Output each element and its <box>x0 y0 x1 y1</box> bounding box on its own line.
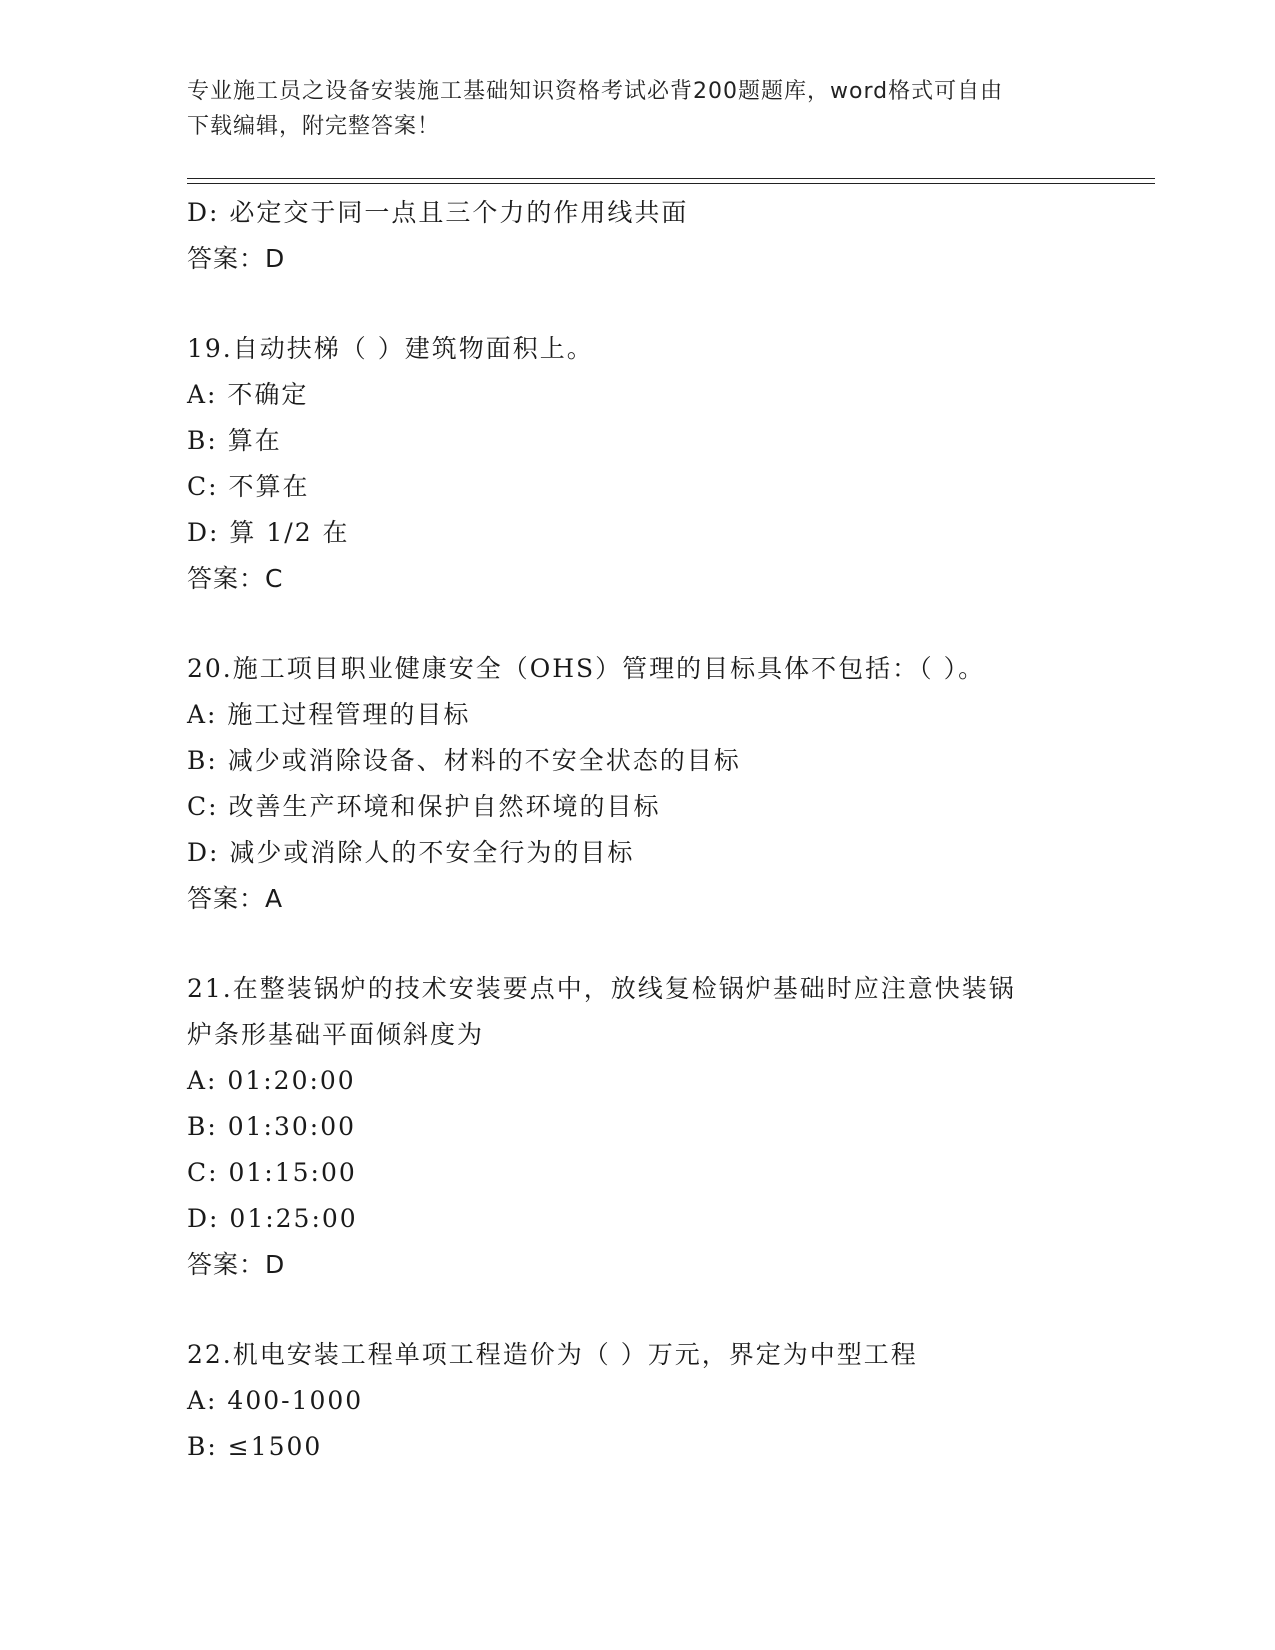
spacer <box>187 922 1087 966</box>
option-a: A: 400-1000 <box>187 1386 364 1415</box>
option-d: D: 减少或消除人的不安全行为的目标 <box>187 838 635 867</box>
question-22 <box>187 1332 1087 1470</box>
option-a: A: 施工过程管理的目标 <box>187 700 471 729</box>
question-stem-line-1: 21.在整装锅炉的技术安装要点中，放线复检锅炉基础时应注意快装锅 <box>187 974 1016 1003</box>
header-title-line-2: 下载编辑，附完整答案！ <box>187 114 441 139</box>
option-d: D: 必定交于同一点且三个力的作用线共面 <box>187 198 689 227</box>
question-stem-line-2: 炉条形基础平面倾斜度为 <box>187 1020 485 1049</box>
answer-line: 答案：D <box>187 1250 286 1279</box>
option-c: C: 不算在 <box>187 472 310 501</box>
document-header <box>187 74 1087 144</box>
answer-line: 答案：D <box>187 244 286 273</box>
option-a: A: 01:20:00 <box>187 1066 356 1095</box>
header-title-line-1: 专业施工员之设备安装施工基础知识资格考试必背200题题库，word格式可自由 <box>187 79 1004 104</box>
option-b: B: 减少或消除设备、材料的不安全状态的目标 <box>187 746 741 775</box>
option-d: D: 算 1/2 在 <box>187 518 350 547</box>
spacer <box>187 602 1087 646</box>
option-b: B: 算在 <box>187 426 282 455</box>
header-divider-top <box>187 178 1155 179</box>
header-divider-bottom <box>187 183 1155 184</box>
option-b: B: 01:30:00 <box>187 1112 357 1141</box>
question-stem: 22.机电安装工程单项工程造价为（ ）万元，界定为中型工程 <box>187 1340 918 1369</box>
question-19 <box>187 326 1087 602</box>
question-20 <box>187 646 1087 922</box>
question-18-tail <box>187 190 1087 282</box>
option-c: C: 改善生产环境和保护自然环境的目标 <box>187 792 661 821</box>
question-stem: 19.自动扶梯（ ）建筑物面积上。 <box>187 334 594 363</box>
question-list <box>187 190 1087 1470</box>
spacer <box>187 282 1087 326</box>
question-stem: 20.施工项目职业健康安全（OHS）管理的目标具体不包括：（ ）。 <box>187 654 986 683</box>
option-c: C: 01:15:00 <box>187 1158 357 1187</box>
spacer <box>187 1288 1087 1332</box>
option-d: D: 01:25:00 <box>187 1204 358 1233</box>
question-21 <box>187 966 1087 1288</box>
answer-line: 答案：C <box>187 564 284 593</box>
option-b: B: ≤1500 <box>187 1432 323 1461</box>
option-a: A: 不确定 <box>187 380 309 409</box>
answer-line: 答案：A <box>187 884 284 913</box>
